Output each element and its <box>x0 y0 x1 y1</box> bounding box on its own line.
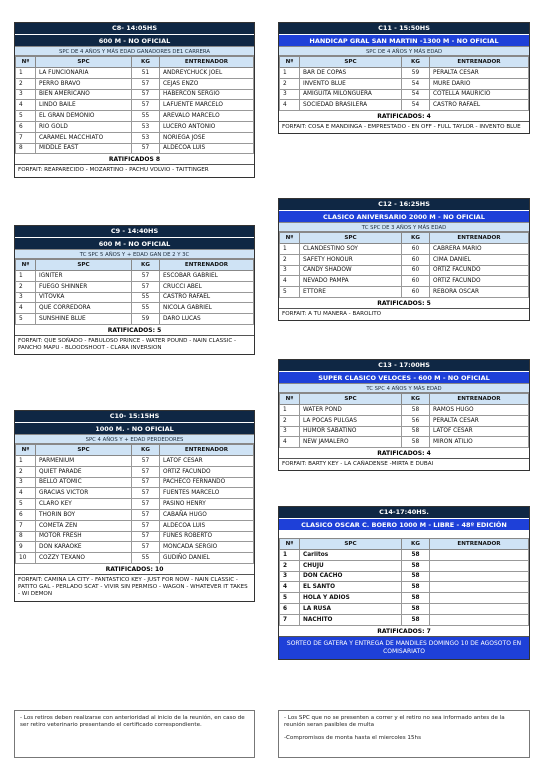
trainer-name: HABERCON SERGIO <box>160 89 254 100</box>
entry-row <box>280 593 529 604</box>
forfeit-list: FORFAIT: QUE SOÑADO - FABULOSO PRINCE - WATER POUND - NAIN CLASSIC - PANCHO MAPU - BLOODSHOOT - CLARA INVERSION <box>18 337 237 352</box>
weight-kg: 57 <box>132 520 160 531</box>
weight-kg: 57 <box>132 281 160 292</box>
trainer-name: DARO LUCAS <box>160 314 254 325</box>
col-trainer: ENTRENADOR <box>430 57 529 68</box>
race-conditions: TC SPC 4 AÑOS Y MÁS EDAD <box>279 383 529 393</box>
col-trainer: ENTRENADOR <box>160 445 254 456</box>
entry-row <box>16 520 254 531</box>
horse-name: BAR DE COPAS <box>300 68 402 79</box>
trainer-name <box>430 571 529 582</box>
race-card-c12 <box>278 198 530 321</box>
horse-name: COZZY TEXANO <box>36 553 132 564</box>
weight-kg: 58 <box>402 426 430 437</box>
draw-notice: SORTEO DE GATERA Y ENTREGA DE MANDILES DOMINGO 10 DE AGOSOTO EN COMISARIATO <box>279 637 529 659</box>
trainer-name <box>430 593 529 604</box>
weight-kg: 58 <box>402 437 430 448</box>
entry-row <box>280 571 529 582</box>
horse-name: NACHITO <box>300 614 402 625</box>
entry-row <box>16 100 254 111</box>
note-withdrawals <box>14 710 255 758</box>
forfeit-list: FORFAIT: BARTY KEY - LA CAÑADENSE -MIRTA E DUBAI <box>282 461 434 468</box>
trainer-name <box>430 550 529 561</box>
entry-number: 1 <box>16 68 36 79</box>
weight-kg: 54 <box>402 100 430 111</box>
horse-name: IGNITER <box>36 271 132 282</box>
entry-number: 6 <box>280 603 300 614</box>
entry-number: 3 <box>280 265 300 276</box>
col-trainer: ENTRENADOR <box>160 260 254 271</box>
entry-row <box>280 550 529 561</box>
col-spc: SPC <box>36 57 132 68</box>
trainer-name <box>430 560 529 571</box>
horse-name: CLARO KEY <box>36 499 132 510</box>
horse-name: MIDDLE EAST <box>36 143 132 154</box>
entry-number: 7 <box>16 520 36 531</box>
col-spc: SPC <box>300 233 402 244</box>
entry-number: 5 <box>280 287 300 298</box>
entry-row <box>280 614 529 625</box>
entry-row <box>16 143 254 154</box>
entry-number: 2 <box>280 254 300 265</box>
weight-kg: 60 <box>402 254 430 265</box>
weight-kg: 51 <box>132 68 160 79</box>
weight-kg: 58 <box>402 614 430 625</box>
weight-kg: 60 <box>402 276 430 287</box>
horse-name: CLANDESTINO SOY <box>300 244 402 255</box>
trainer-name: NORIEGA JOSE <box>160 132 254 143</box>
race-title: 1000 M. - NO OFICIAL <box>15 422 254 434</box>
horse-name: VITOVKA <box>36 292 132 303</box>
weight-kg: 59 <box>402 68 430 79</box>
entry-row <box>16 477 254 488</box>
weight-kg: 55 <box>132 111 160 122</box>
trainer-name: CEJAS ENZO <box>160 78 254 89</box>
entry-number: 4 <box>280 437 300 448</box>
race-time: C8- 14:05HS <box>15 23 254 34</box>
entry-row <box>16 499 254 510</box>
entry-row <box>16 303 254 314</box>
entries-table <box>279 538 529 626</box>
race-title: CLASICO OSCAR C. BOERO 1000 M - LIBRE - 48º EDICIÓN <box>279 518 529 530</box>
race-time: C12 - 16:25HS <box>279 199 529 210</box>
weight-kg: 58 <box>402 405 430 416</box>
weight-kg: 57 <box>132 78 160 89</box>
col-spc: SPC <box>300 394 402 405</box>
col-trainer: ENTRENADOR <box>430 539 529 550</box>
race-title: HANDICAP GRAL SAN MARTIN -1300 M - NO OFICIAL <box>279 34 529 46</box>
trainer-name <box>430 614 529 625</box>
trainer-name: LATOF CESAR <box>430 426 529 437</box>
entry-number: 7 <box>280 614 300 625</box>
col-num: Nº <box>16 57 36 68</box>
entry-row <box>280 426 529 437</box>
race-card-c14 <box>278 506 530 660</box>
col-kg: KG <box>132 260 160 271</box>
horse-name: QUE CORREDORA <box>36 303 132 314</box>
horse-name: QUIET PARADE <box>36 466 132 477</box>
entries-table <box>279 393 529 448</box>
entry-number: 6 <box>16 509 36 520</box>
col-kg: KG <box>402 57 430 68</box>
trainer-name: ESCOBAR GABRIEL <box>160 271 254 282</box>
trainer-name: LATOF CESAR <box>160 456 254 467</box>
entry-number: 7 <box>16 132 36 143</box>
horse-name: ETTORE <box>300 287 402 298</box>
entry-number: 4 <box>280 582 300 593</box>
weight-kg: 57 <box>132 499 160 510</box>
horse-name: SUNSHINE BLUE <box>36 314 132 325</box>
col-num: Nº <box>280 57 300 68</box>
ratified-count: RATIFICADOS: 10 <box>15 564 254 575</box>
trainer-name <box>430 603 529 614</box>
horse-name: AMIGUITA MILONGUERA <box>300 89 402 100</box>
entry-number: 2 <box>280 78 300 89</box>
trainer-name: CABAÑA HUGO <box>160 509 254 520</box>
horse-name: BIEN AMERICANO <box>36 89 132 100</box>
horse-name: PERRO BRAVO <box>36 78 132 89</box>
entry-row <box>280 560 529 571</box>
trainer-name: NICOLA GABRIEL <box>160 303 254 314</box>
trainer-name: CABRERA MARIO <box>430 244 529 255</box>
forfeit-list: FORFAIT: COSA E MANDINGA - EMPRESTADO - EN OFF - FULL TAYLOR - INVENTO BLUE <box>282 124 521 131</box>
horse-name: CHUJU <box>300 560 402 571</box>
race-card-c10 <box>14 410 255 602</box>
weight-kg: 57 <box>132 531 160 542</box>
ratified-count: RATIFICADOS: 5 <box>279 298 529 309</box>
entry-row <box>280 405 529 416</box>
horse-name: DON KARAOKE <box>36 542 132 553</box>
entry-row <box>16 78 254 89</box>
weight-kg: 54 <box>402 89 430 100</box>
weight-kg: 57 <box>132 143 160 154</box>
entry-row <box>280 415 529 426</box>
trainer-name: CASTRO RAFAEL <box>160 292 254 303</box>
weight-kg: 58 <box>402 560 430 571</box>
horse-name: PARMENIUM <box>36 456 132 467</box>
trainer-name: FUNES ROBERTO <box>160 531 254 542</box>
col-spc: SPC <box>36 260 132 271</box>
trainer-name: PERALTA CESAR <box>430 68 529 79</box>
entry-number: 4 <box>280 276 300 287</box>
col-trainer: ENTRENADOR <box>430 233 529 244</box>
trainer-name: REBORA OSCAR <box>430 287 529 298</box>
note-penalties <box>278 710 530 758</box>
entry-number: 2 <box>16 466 36 477</box>
col-kg: KG <box>402 539 430 550</box>
weight-kg: 57 <box>132 100 160 111</box>
entry-number: 3 <box>280 426 300 437</box>
weight-kg: 53 <box>132 121 160 132</box>
entry-number: 1 <box>280 68 300 79</box>
entry-number: 8 <box>16 531 36 542</box>
horse-name: HOLA Y ADIOS <box>300 593 402 604</box>
trainer-name <box>430 582 529 593</box>
entry-row <box>16 281 254 292</box>
horse-name: RIO GOLD <box>36 121 132 132</box>
trainer-name: RAMOS HUGO <box>430 405 529 416</box>
col-num: Nº <box>280 539 300 550</box>
weight-kg: 56 <box>402 415 430 426</box>
weight-kg: 58 <box>402 550 430 561</box>
entry-row <box>16 488 254 499</box>
col-num: Nº <box>16 445 36 456</box>
col-trainer: ENTRENADOR <box>430 394 529 405</box>
horse-name: FUEGO SHINNER <box>36 281 132 292</box>
note-withdrawals-text: - Los retiros deben realizarse con anterioridad al inicio de la reunión, en caso de ser retiro veterinario presentando el certificado correspondiente. <box>20 715 245 729</box>
trainer-name: MONCADA SERGIO <box>160 542 254 553</box>
weight-kg: 58 <box>402 593 430 604</box>
trainer-name: MURE DARIO <box>430 78 529 89</box>
horse-name: EL SANTO <box>300 582 402 593</box>
col-num: Nº <box>16 260 36 271</box>
trainer-name: GUDIÑO DANIEL <box>160 553 254 564</box>
race-card-c8 <box>14 22 255 178</box>
race-conditions: TC SPC 5 AÑOS Y + EDAD GAN DE 2 Y 3C <box>15 249 254 259</box>
race-title: 600 M - NO OFICIAL <box>15 237 254 249</box>
entry-number: 5 <box>16 314 36 325</box>
entry-number: 8 <box>16 143 36 154</box>
horse-name: EL GRAN DEMONIO <box>36 111 132 122</box>
entry-row <box>16 466 254 477</box>
entry-row <box>16 542 254 553</box>
entry-number: 9 <box>16 542 36 553</box>
race-conditions: SPC DE 4 AÑOS Y MÁS EDAD <box>279 46 529 56</box>
horse-name: Carlitos <box>300 550 402 561</box>
horse-name: COMETA ZEN <box>36 520 132 531</box>
trainer-name: CIMA DANIEL <box>430 254 529 265</box>
entry-row <box>16 132 254 143</box>
entry-row <box>280 437 529 448</box>
col-kg: KG <box>402 394 430 405</box>
race-conditions: SPC 4 AÑOS Y + EDAD PERDEDORES <box>15 434 254 444</box>
entry-row <box>280 78 529 89</box>
entry-row <box>280 254 529 265</box>
trainer-name: ANDREYCHUCK JOEL <box>160 68 254 79</box>
entry-number: 1 <box>16 456 36 467</box>
horse-name: WATER POND <box>300 405 402 416</box>
trainer-name: ALDECOA LUIS <box>160 143 254 154</box>
race-conditions: TC SPC DE 3 AÑOS Y MÁS EDAD <box>279 222 529 232</box>
entry-row <box>16 121 254 132</box>
entry-number: 2 <box>16 281 36 292</box>
entry-row <box>16 111 254 122</box>
weight-kg: 53 <box>132 132 160 143</box>
col-spc: SPC <box>36 445 132 456</box>
weight-kg: 57 <box>132 466 160 477</box>
weight-kg: 57 <box>132 509 160 520</box>
col-num: Nº <box>280 394 300 405</box>
col-kg: KG <box>402 233 430 244</box>
weight-kg: 57 <box>132 488 160 499</box>
race-time: C14-17:40HS. <box>279 507 529 518</box>
ratified-count: RATIFICADOS: 5 <box>15 325 254 336</box>
trainer-name: LUCERO ANTONIO <box>160 121 254 132</box>
horse-name: CANDY SHADOW <box>300 265 402 276</box>
race-title: 600 M - NO OFICIAL <box>15 34 254 46</box>
col-spc: SPC <box>300 539 402 550</box>
race-title: SUPER CLASICO VELOCES - 600 M - NO OFICIAL <box>279 371 529 383</box>
col-kg: KG <box>132 445 160 456</box>
forfeit-list: FORFAIT: CAMINA LA CITY - FANTASTICO KEY - JUST FOR NOW - NAIN CLASSIC - PATITO GAL - PERLADO SCAT - VIVIR SIN PERMISO - WAGON - WHATEVER IT TAKES - WI DEMON <box>18 576 248 598</box>
weight-kg: 58 <box>402 571 430 582</box>
entry-number: 10 <box>16 553 36 564</box>
entry-number: 5 <box>16 111 36 122</box>
entry-number: 3 <box>16 477 36 488</box>
horse-name: LA POCAS PULGAS <box>300 415 402 426</box>
horse-name: LA FUNCIONARIA <box>36 68 132 79</box>
entry-row <box>16 271 254 282</box>
race-time: C11 - 15:50HS <box>279 23 529 34</box>
weight-kg: 60 <box>402 265 430 276</box>
entry-row <box>280 582 529 593</box>
entry-number: 5 <box>16 499 36 510</box>
trainer-name: MIRON ATILIO <box>430 437 529 448</box>
horse-name: MOTOR FRESH <box>36 531 132 542</box>
entry-number: 2 <box>280 415 300 426</box>
entry-number: 1 <box>16 271 36 282</box>
trainer-name: ORTIZ FACUNDO <box>160 466 254 477</box>
entry-row <box>16 292 254 303</box>
horse-name: NEVADO PAMPA <box>300 276 402 287</box>
race-card-c11 <box>278 22 530 134</box>
ratified-count: RATIFICADOS 8 <box>15 154 254 165</box>
weight-kg: 57 <box>132 477 160 488</box>
weight-kg: 57 <box>132 271 160 282</box>
entry-row <box>16 456 254 467</box>
entry-row <box>280 100 529 111</box>
trainer-name: LAFUENTE MARCELO <box>160 100 254 111</box>
weight-kg: 59 <box>132 314 160 325</box>
entry-number: 1 <box>280 550 300 561</box>
entry-row <box>280 603 529 614</box>
race-card-c9 <box>14 225 255 355</box>
entry-number: 3 <box>16 292 36 303</box>
weight-kg: 58 <box>402 582 430 593</box>
weight-kg: 60 <box>402 244 430 255</box>
weight-kg: 58 <box>402 603 430 614</box>
horse-name: INVENTO BLUE <box>300 78 402 89</box>
weight-kg: 57 <box>132 89 160 100</box>
col-trainer: ENTRENADOR <box>160 57 254 68</box>
horse-name: THORIN BOY <box>36 509 132 520</box>
trainer-name: PASINO HENRY <box>160 499 254 510</box>
horse-name: SAFETY HONOUR <box>300 254 402 265</box>
ratified-count: RATIFICADOS: 7 <box>279 626 529 637</box>
col-spc: SPC <box>300 57 402 68</box>
trainer-name: ALDECOA LUIS <box>160 520 254 531</box>
entry-number: 4 <box>16 100 36 111</box>
entry-row <box>16 68 254 79</box>
entries-table <box>15 444 254 564</box>
entry-number: 2 <box>16 78 36 89</box>
trainer-name: COTELLA MAURICIO <box>430 89 529 100</box>
entry-row <box>280 68 529 79</box>
weight-kg: 55 <box>132 292 160 303</box>
trainer-name: AREVALO MARCELO <box>160 111 254 122</box>
trainer-name: ORTIZ FACUNDO <box>430 265 529 276</box>
entry-number: 2 <box>280 560 300 571</box>
weight-kg: 57 <box>132 542 160 553</box>
horse-name: CARAMEL MACCHIATO <box>36 132 132 143</box>
horse-name: LA RUSA <box>300 603 402 614</box>
entry-number: 3 <box>16 89 36 100</box>
race-time: C10- 15:15HS <box>15 411 254 422</box>
race-title: CLASICO ANIVERSARIO 2000 M - NO OFICIAL <box>279 210 529 222</box>
race-time: C9 - 14:40HS <box>15 226 254 237</box>
col-num: Nº <box>280 233 300 244</box>
entry-row <box>280 287 529 298</box>
forfeit-list: FORFAIT: REAPARECIDO - MOZARTINO - PACHU VOLVIO - TAITTINGER <box>18 167 209 174</box>
entry-number: 3 <box>280 89 300 100</box>
entry-row <box>16 509 254 520</box>
entry-number: 3 <box>280 571 300 582</box>
trainer-name: PACHECO FERNANDO <box>160 477 254 488</box>
horse-name: BELLO ATOMIC <box>36 477 132 488</box>
weight-kg: 55 <box>132 553 160 564</box>
trainer-name: CRUCCI ABEL <box>160 281 254 292</box>
entries-table <box>15 56 254 154</box>
race-time: C13 - 17:00HS <box>279 360 529 371</box>
entry-number: 6 <box>16 121 36 132</box>
entry-row <box>16 89 254 100</box>
weight-kg: 55 <box>132 303 160 314</box>
entry-number: 4 <box>16 488 36 499</box>
trainer-name: ORTIZ FACUNDO <box>430 276 529 287</box>
entry-row <box>16 314 254 325</box>
trainer-name: FUENTES MARCELO <box>160 488 254 499</box>
entry-row <box>280 265 529 276</box>
weight-kg: 60 <box>402 287 430 298</box>
entries-table <box>279 56 529 111</box>
entry-number: 5 <box>280 593 300 604</box>
entry-row <box>280 276 529 287</box>
weight-kg: 54 <box>402 78 430 89</box>
forfeit-list: FORFAIT: A TU MANERA - BAROLITO <box>282 310 382 317</box>
horse-name: HUMOR SABATINO <box>300 426 402 437</box>
entries-table <box>15 259 254 325</box>
ratified-count: RATIFICADOS: 4 <box>279 111 529 122</box>
entry-row <box>280 89 529 100</box>
note-commitments-text: -Compromisos de monta hasta el miercoles 15hs <box>284 735 422 742</box>
entries-table <box>279 232 529 298</box>
entry-number: 1 <box>280 244 300 255</box>
entry-row <box>16 531 254 542</box>
horse-name: NEW JAMALERO <box>300 437 402 448</box>
horse-name: GRACIAS VICTOR <box>36 488 132 499</box>
entry-number: 1 <box>280 405 300 416</box>
note-penalties-text: - Los SPC que no se presenten a correr y el retiro no sea informado antes de la reunión seran pasibles de multa <box>284 715 505 729</box>
race-conditions: SPC DE 4 AÑOS Y MÁS EDAD GANADORES DE1 CARRERA <box>15 46 254 56</box>
col-kg: KG <box>132 57 160 68</box>
weight-kg: 57 <box>132 456 160 467</box>
entry-row <box>280 244 529 255</box>
horse-name: SOCIEDAD BRASILERA <box>300 100 402 111</box>
entry-number: 4 <box>16 303 36 314</box>
horse-name: DON CACHO <box>300 571 402 582</box>
ratified-count: RATIFICADOS: 4 <box>279 448 529 459</box>
race-card-c13 <box>278 359 530 471</box>
entry-number: 4 <box>280 100 300 111</box>
entry-row <box>16 553 254 564</box>
trainer-name: PERALTA CESAR <box>430 415 529 426</box>
horse-name: LINDO BAILE <box>36 100 132 111</box>
trainer-name: CASTRO RAFAEL <box>430 100 529 111</box>
